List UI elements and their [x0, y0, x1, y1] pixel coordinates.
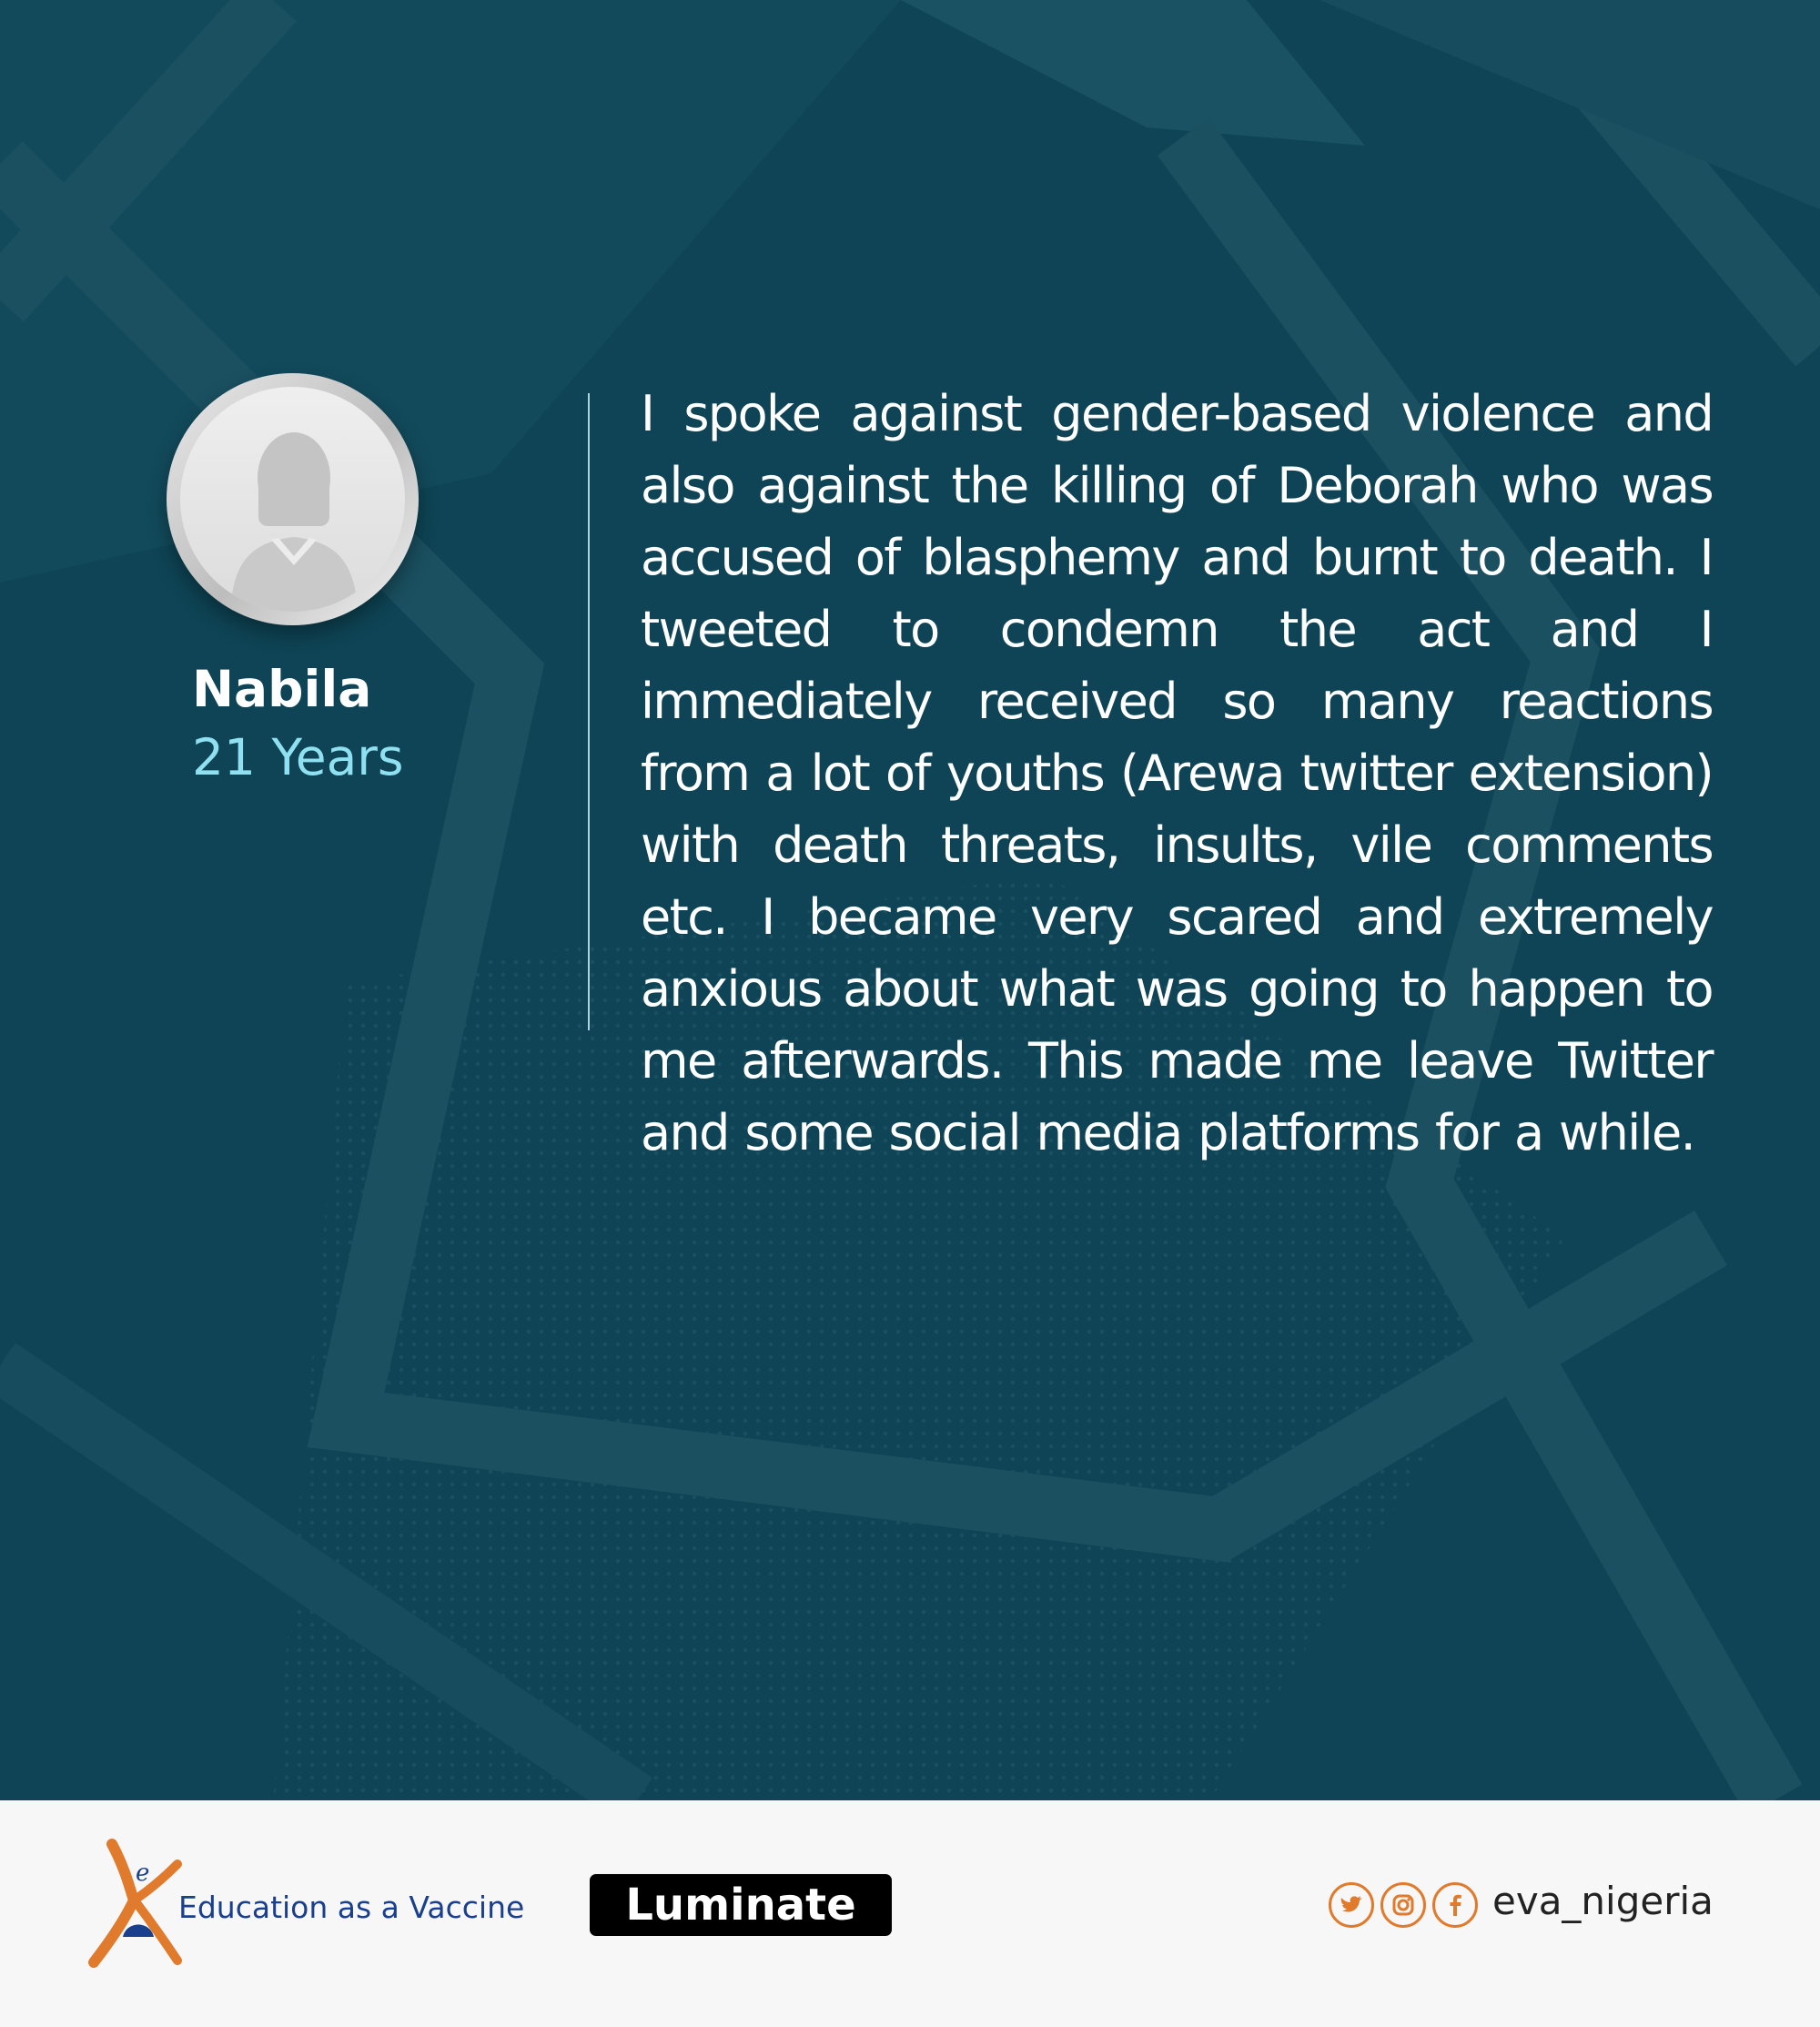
instagram-icon[interactable] — [1380, 1882, 1426, 1928]
avatar-placeholder — [180, 387, 405, 612]
person-age: 21 Years — [192, 728, 404, 786]
vertical-divider — [588, 393, 590, 1030]
testimony-text: I spoke against gender-based violence and also against the killing of Deborah who was accused of blasphemy and burnt to death. I tweeted to condemn the act and I immediately received so many reactions from a lot of youths (Arewa twitter extension) with death threats, insults, vile comments etc. I became very scared and extremely anxious about what was going to happen to me afterwards. This made me leave Twitter and some social media platforms for a while. — [641, 385, 1713, 1161]
user-silhouette-icon — [180, 387, 405, 612]
person-name: Nabila — [192, 660, 372, 718]
social-handle[interactable]: eva_nigeria — [1492, 1879, 1714, 1923]
svg-text:e: e — [136, 1860, 150, 1887]
luminate-logo: Luminate — [590, 1874, 892, 1936]
facebook-icon[interactable] — [1432, 1882, 1478, 1928]
eva-logo-icon — [86, 1837, 187, 1973]
avatar — [167, 373, 419, 625]
twitter-icon[interactable] — [1329, 1882, 1374, 1928]
footer — [0, 1800, 1820, 2027]
eva-organization-name: Education as a Vaccine — [178, 1890, 525, 1925]
